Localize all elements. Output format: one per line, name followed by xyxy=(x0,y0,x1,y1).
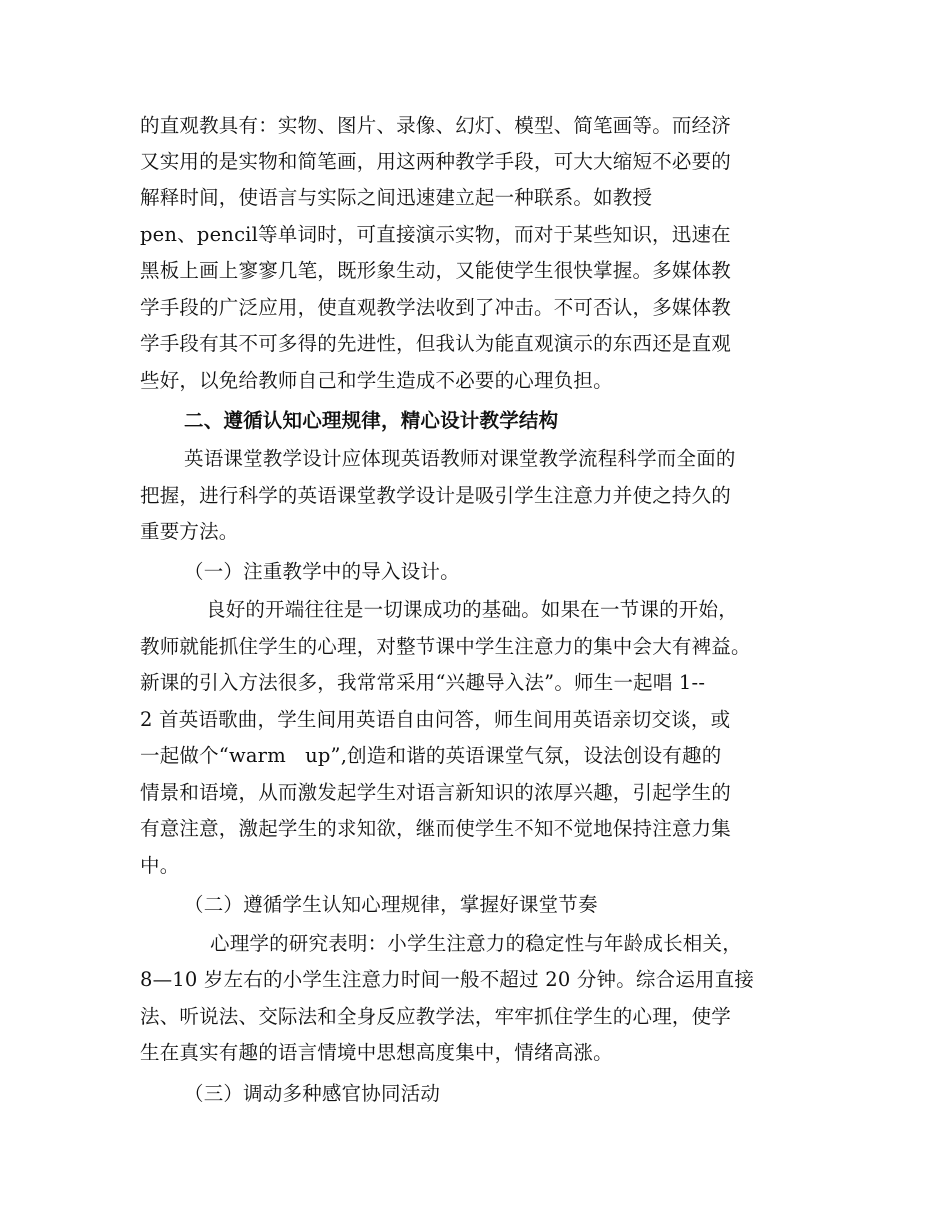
paragraph-line: 2 首英语歌曲，学生间用英语自由问答，师生间用英语亲切交谈，或 xyxy=(140,708,731,731)
paragraph-line: 生在真实有趣的语言情境中思想高度集中，情绪高涨。 xyxy=(140,1041,613,1064)
paragraph-line: 解释时间，使语言与实际之间迅速建立起一种联系。如教授 xyxy=(140,186,653,209)
paragraph-line: 又实用的是实物和简笔画，用这两种教学手段，可大大缩短不必要的 xyxy=(140,150,732,173)
paragraph-line: 教师就能抓住学生的心理，对整节课中学生注意力的集中会大有裨益。 xyxy=(140,635,751,658)
subsection-heading: （二）遵循学生认知心理规律，掌握好课堂节奏 xyxy=(184,893,598,916)
paragraph-line: 心理学的研究表明：小学生注意力的稳定性与年龄成长相关， xyxy=(210,932,742,955)
subsection-heading: （三）调动多种感官协同活动 xyxy=(184,1082,441,1105)
paragraph-line: 新课的引入方法很多，我常常采用“兴趣导入法”。师生一起唱 1-- xyxy=(140,671,706,694)
paragraph-line: 些好，以免给教师自己和学生造成不必要的心理负担。 xyxy=(140,369,613,392)
paragraph-line: pen、pencil等单词时，可直接演示实物，而对于某些知识，迅速在 xyxy=(140,223,731,246)
paragraph-line: 学手段有其不可多得的先进性，但我认为能直观演示的东西还是直观 xyxy=(140,332,732,355)
paragraph-line: 情景和语境，从而激发起学生对语言新知识的浓厚兴趣，引起学生的 xyxy=(140,781,732,804)
paragraph-line: 一起做个“warm up”,创造和谐的英语课堂气氛，设法创设有趣的 xyxy=(140,744,722,767)
paragraph-line: 良好的开端往往是一切课成功的基础。如果在一节课的开始， xyxy=(206,598,738,621)
paragraph-line: 中。 xyxy=(140,854,180,877)
paragraph-line: 8—10 岁左右的小学生注意力时间一般不超过 20 分钟。综合运用直接 xyxy=(140,968,755,991)
paragraph-line: 有意注意，激起学生的求知欲，继而使学生不知不觉地保持注意力集 xyxy=(140,817,732,840)
paragraph-line: 把握，进行科学的英语课堂教学设计是吸引学生注意力并使之持久的 xyxy=(140,484,732,507)
paragraph-line: 法、听说法、交际法和全身反应教学法，牢牢抓住学生的心理，使学 xyxy=(140,1005,732,1028)
subsection-heading: （一）注重教学中的导入设计。 xyxy=(184,560,460,583)
paragraph-line: 的直观教具有：实物、图片、录像、幻灯、模型、简笔画等。而经济 xyxy=(140,114,732,137)
paragraph-line: 英语课堂教学设计应体现英语教师对课堂教学流程科学而全面的 xyxy=(184,447,736,470)
paragraph-line: 重要方法。 xyxy=(140,520,239,543)
paragraph-line: 黑板上画上寥寥几笔，既形象生动，又能使学生很快掌握。多媒体教 xyxy=(140,259,732,282)
section-heading: 二、遵循认知心理规律，精心设计教学结构 xyxy=(184,409,559,432)
paragraph-line: 学手段的广泛应用，使直观教学法收到了冲击。不可否认，多媒体教 xyxy=(140,296,732,319)
